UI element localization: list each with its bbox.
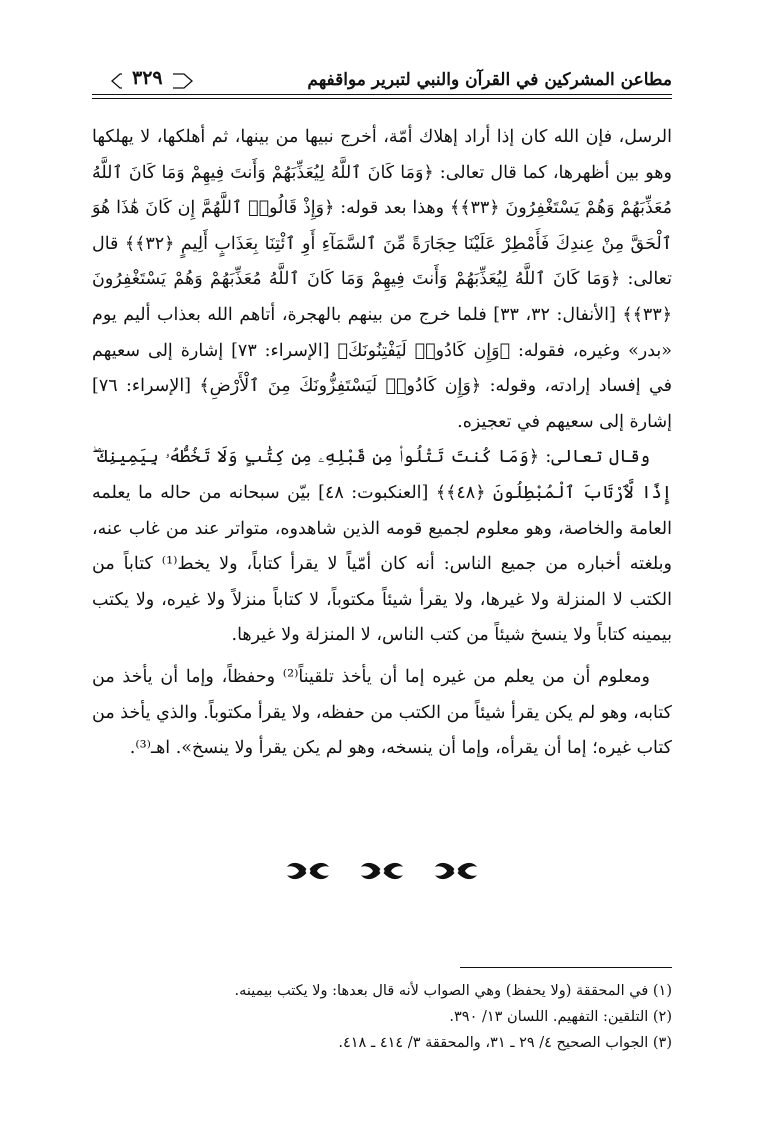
paragraph: الرسل، فإن الله كان إذا أراد إهلاك أمّة، أخرج نبيها من بينها، ثم أهلكها، لا يهلكها وهو بين أظهرها، كما قال تعالى: ﴿وَمَا كَانَ ٱللَّهُ لِيُعَذِّبَهُمْ وَأَنتَ فِيهِمْ وَمَا كَانَ ٱللَّهُ مُعَذِّبَهُمْ وَهُمْ يَسْتَغْفِرُونَ ﴿٣٣﴾﴾ وهذا بعد قوله: ﴿وَإِذْ قَالُوا۟ ٱللَّهُمَّ إِن كَانَ هَٰذَا هُوَ ٱلْحَقَّ مِنْ عِندِكَ فَأَمْطِرْ عَلَيْنَا حِجَارَةً مِّنَ ٱلسَّمَآءِ أَوِ ٱئْتِنَا بِعَذَابٍ أَلِيمٍ ﴿٣٢﴾﴾ قال تعالى: ﴿وَمَا كَانَ ٱللَّهُ لِيُعَذِّبَهُمْ وَأَنتَ فِيهِمْ وَمَا كَانَ ٱللَّهُ مُعَذِّبَهُمْ وَهُمْ يَسْتَغْفِرُونَ ﴿٣٣﴾﴾ [الأنفال: ٣٢، ٣٣] فلما خرج من بينهم بالهجرة، أتاهم الله بعذاب أليم يوم «بدر» وغيره، فقوله: ﴿وَإِن كَادُوا۟ لَيَفْتِنُونَكَ﴾ [الإسراء: ٧٣] إشارة إلى سعيهم في إفساد إرادته، وقوله: ﴿وَإِن كَادُوا۟ لَيَسْتَفِزُّونَكَ مِنَ ٱلْأَرْضِ﴾ [الإسراء: ٧٦] إشارة إلى سعيهم في تعجيزه. (92, 127, 673, 432)
footnotes (92, 978, 672, 1056)
page-number: ٣٢٩ (122, 66, 173, 90)
footnote: (٣) الجواب الصحيح ٤/ ٢٩ ـ ٣١، والمحققة ٣/ ٤١٤ ـ ٤١٨. (338, 1035, 672, 1051)
header-rule-double (92, 98, 672, 99)
header-rule (92, 94, 672, 95)
section-ornament (0, 858, 764, 884)
main-text (92, 120, 672, 767)
floral-ornament-icon (431, 858, 481, 884)
footnote-separator (460, 967, 672, 968)
paragraph: ومعلوم أن من يعلم من غيره إما أن يأخذ تلقيناً⁽²⁾ وحفظاً، وإما أن يأخذ من كتابه، وهو لم يكن يقرأ شيئاً من الكتب من حفظه، ولا يقرأ مكتوباً. والذي يأخذ من كتاب غيره؛ إما أن يقرأه، وإما أن ينسخه، وهو لم يكن يقرأ ولا ينسخ». اهـ⁽³⁾. (92, 666, 672, 759)
header-title: مطاعن المشركين في القرآن والنبي لتبرير مواقفهم (307, 70, 672, 90)
footnote: (٢) التلقين: التفهيم. اللسان ١٣/ ٣٩٠. (449, 1009, 672, 1025)
floral-ornament-icon (283, 858, 333, 884)
footnote: (١) في المحققة (ولا يحفظ) وهي الصواب لأنه قال بعدها: ولا يكتب بيمينه. (234, 983, 672, 999)
running-header (92, 68, 672, 100)
paragraph: وقال تعالى: ﴿وَمَا كُنتَ تَتْلُوا۟ مِن قَبْلِهِۦ مِن كِتَٰبٍ وَلَا تَخُطُّهُۥ بِيَمِينِكَ ۖ إِذًا لَّٱرْتَابَ ٱلْمُبْطِلُونَ ﴿٤٨﴾﴾ [العنكبوت: ٤٨] بيّن سبحانه من حاله ما يعلمه العامة والخاصة، وهو معلوم لجميع قومه الذين شاهدوه، متواتر عند من غاب عنه، وبلغته أخباره من جميع الناس: أنه كان أمّياً لا يقرأ كتاباً، ولا يخط⁽¹⁾ كتاباً من الكتب لا المنزلة ولا غيرها، ولا يقرأ شيئاً مكتوباً، لا كتاباً منزلاً ولا غيره، ولا يكتب بيمينه كتاباً ولا ينسخ شيئاً من كتب الناس، لا المنزلة ولا غيرها. (92, 447, 673, 646)
floral-ornament-icon (357, 858, 407, 884)
